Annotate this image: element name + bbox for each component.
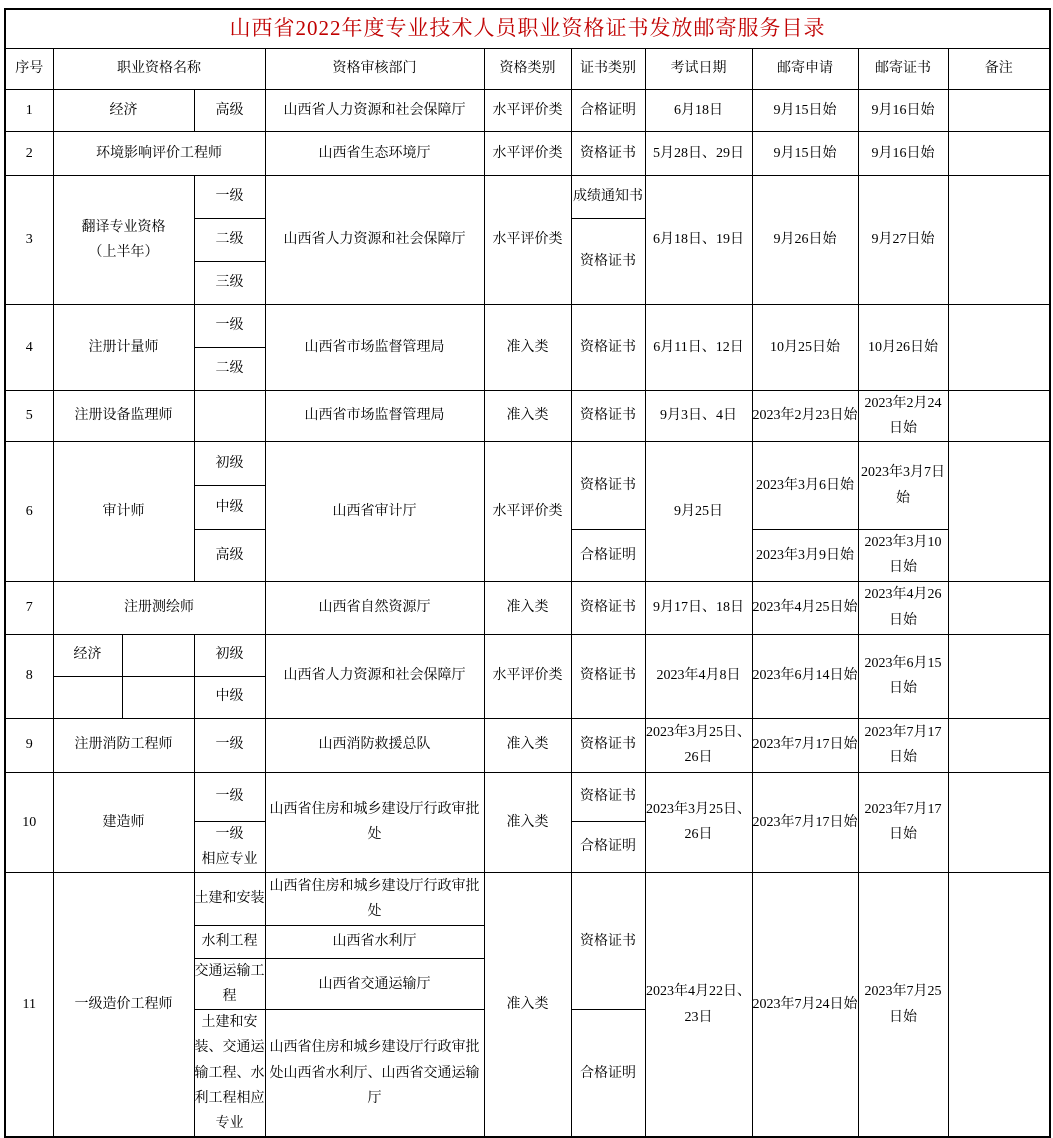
cell-level: 二级 xyxy=(194,347,265,390)
cell-mail-cert: 2023年7月25日始 xyxy=(858,872,948,1137)
cell-level: 二级 xyxy=(194,218,265,261)
cell-seq: 1 xyxy=(5,89,53,131)
cell-remark xyxy=(948,175,1050,304)
table-row xyxy=(5,390,1050,441)
cell-exam-date: 2023年4月8日 xyxy=(645,634,752,718)
cell-seq: 6 xyxy=(5,442,53,581)
level-line: 相应专业 xyxy=(201,851,258,867)
cell-name: 环境影响评价工程师 xyxy=(53,131,265,175)
cell-name: 一级造价工程师 xyxy=(53,872,194,1137)
cell-cert-type: 资格证书 xyxy=(571,772,645,821)
cell-level xyxy=(194,821,265,872)
cell-mail-apply: 2023年7月24日始 xyxy=(752,872,858,1137)
cell-remark xyxy=(948,390,1050,441)
cell-mail-cert: 2023年3月7日始 xyxy=(858,442,948,530)
cell-mail-cert: 2023年3月10日始 xyxy=(858,530,948,581)
cell-remark xyxy=(948,131,1050,175)
cell-dept: 山西省水利厅 xyxy=(265,925,484,958)
cell-cert-type: 资格证书 xyxy=(571,872,645,1009)
cell-mail-cert: 2023年7月17日始 xyxy=(858,772,948,872)
cell-mail-cert: 2023年7月17日始 xyxy=(858,718,948,772)
cell-exam-date: 5月28日、29日 xyxy=(645,131,752,175)
cell-level: 一级 xyxy=(194,718,265,772)
table-row xyxy=(5,581,1050,634)
table-row xyxy=(5,304,1050,347)
cell-mail-apply: 2023年3月6日始 xyxy=(752,442,858,530)
cell-cert-type: 合格证明 xyxy=(571,89,645,131)
cell-dept: 山西省审计厅 xyxy=(265,442,484,581)
cell-exam-date: 6月18日、19日 xyxy=(645,175,752,304)
cell-spec: 水利工程 xyxy=(194,925,265,958)
cell-name xyxy=(53,676,122,718)
cell-name: 审计师 xyxy=(53,442,194,581)
cell-mail-cert: 9月16日始 xyxy=(858,131,948,175)
cell-name: 注册计量师 xyxy=(53,304,194,390)
cell-level xyxy=(194,390,265,441)
table-row xyxy=(5,89,1050,131)
cell-cert-type: 资格证书 xyxy=(571,131,645,175)
name-line: 翻译专业资格 xyxy=(81,219,166,235)
table-row xyxy=(5,131,1050,175)
cell-mail-apply: 9月26日始 xyxy=(752,175,858,304)
cell-exam-date: 9月25日 xyxy=(645,442,752,581)
cell-exam-date: 2023年3月25日、26日 xyxy=(645,718,752,772)
cell-qual-type: 水平评价类 xyxy=(484,89,571,131)
cell-cert-type: 合格证明 xyxy=(571,821,645,872)
cell-level: 三级 xyxy=(194,261,265,304)
cell-qual-type: 水平评价类 xyxy=(484,442,571,581)
header-row xyxy=(5,48,1050,89)
cell-seq: 7 xyxy=(5,581,53,634)
table-row xyxy=(5,872,1050,925)
cell-dept: 山西省住房和城乡建设厅行政审批处 xyxy=(265,872,484,925)
cell-dept: 山西省生态环境厅 xyxy=(265,131,484,175)
col-header-mail-cert: 邮寄证书 xyxy=(858,48,948,89)
cell-qual-type: 准入类 xyxy=(484,772,571,872)
cell-name: 注册消防工程师 xyxy=(53,718,194,772)
table-row xyxy=(5,772,1050,821)
cell-dept: 山西省人力资源和社会保障厅 xyxy=(265,175,484,304)
cell-qual-type: 水平评价类 xyxy=(484,175,571,304)
cell-name: 经济 xyxy=(53,89,194,131)
cell-remark xyxy=(948,872,1050,1137)
cell-level: 初级 xyxy=(194,634,265,676)
cell-name: 建造师 xyxy=(53,772,194,872)
cell-seq: 10 xyxy=(5,772,53,872)
cell-cert-type: 合格证明 xyxy=(571,530,645,581)
cell-seq: 4 xyxy=(5,304,53,390)
cell-qual-type: 准入类 xyxy=(484,304,571,390)
cell-remark xyxy=(948,772,1050,872)
cell-exam-date: 9月3日、4日 xyxy=(645,390,752,441)
cell-mail-apply: 2023年7月17日始 xyxy=(752,772,858,872)
col-header-name: 职业资格名称 xyxy=(53,48,265,89)
cell-exam-date: 6月11日、12日 xyxy=(645,304,752,390)
cell-mail-apply: 2023年3月9日始 xyxy=(752,530,858,581)
page-title: 山西省2022年度专业技术人员职业资格证书发放邮寄服务目录 xyxy=(5,9,1050,48)
cell-mail-apply: 9月15日始 xyxy=(752,131,858,175)
cell-name xyxy=(53,175,194,304)
col-header-remark: 备注 xyxy=(948,48,1050,89)
cell-spec: 交通运输工程 xyxy=(194,958,265,1009)
cell-qual-type: 水平评价类 xyxy=(484,131,571,175)
cell-mail-cert: 9月27日始 xyxy=(858,175,948,304)
cell-cert-type: 资格证书 xyxy=(571,442,645,530)
cell-cert-type: 资格证书 xyxy=(571,634,645,718)
cell-remark xyxy=(948,634,1050,718)
cell-seq: 5 xyxy=(5,390,53,441)
cell-qual-type: 准入类 xyxy=(484,390,571,441)
cell-seq: 3 xyxy=(5,175,53,304)
cell-qual-type: 准入类 xyxy=(484,581,571,634)
cell-remark xyxy=(948,442,1050,581)
cell-name-sub xyxy=(122,676,194,718)
cell-level: 高级 xyxy=(194,89,265,131)
cell-dept: 山西省市场监督管理局 xyxy=(265,390,484,441)
cell-level: 一级 xyxy=(194,175,265,218)
table-row xyxy=(5,634,1050,676)
cell-mail-apply: 9月15日始 xyxy=(752,89,858,131)
cell-dept: 山西省人力资源和社会保障厅 xyxy=(265,89,484,131)
name-line: （上半年） xyxy=(88,244,159,260)
cell-level: 中级 xyxy=(194,486,265,530)
table-row xyxy=(5,718,1050,772)
col-header-exam-date: 考试日期 xyxy=(645,48,752,89)
cell-seq: 8 xyxy=(5,634,53,718)
cell-mail-cert: 2023年6月15日始 xyxy=(858,634,948,718)
table-row xyxy=(5,175,1050,218)
cell-remark xyxy=(948,89,1050,131)
cell-name: 经济 xyxy=(53,634,122,676)
cell-mail-apply: 2023年7月17日始 xyxy=(752,718,858,772)
cell-level: 高级 xyxy=(194,530,265,581)
cell-name: 注册设备监理师 xyxy=(53,390,194,441)
cell-seq: 9 xyxy=(5,718,53,772)
cell-seq: 11 xyxy=(5,872,53,1137)
cell-level: 一级 xyxy=(194,304,265,347)
cell-mail-cert: 10月26日始 xyxy=(858,304,948,390)
cell-mail-apply: 2023年4月25日始 xyxy=(752,581,858,634)
cell-dept: 山西省住房和城乡建设厅行政审批处山西省水利厅、山西省交通运输厅 xyxy=(265,1010,484,1137)
cell-dept: 山西省住房和城乡建设厅行政审批处 xyxy=(265,772,484,872)
cell-mail-apply: 2023年2月23日始 xyxy=(752,390,858,441)
cell-remark xyxy=(948,304,1050,390)
cell-dept: 山西省市场监督管理局 xyxy=(265,304,484,390)
cell-exam-date: 9月17日、18日 xyxy=(645,581,752,634)
col-header-seq: 序号 xyxy=(5,48,53,89)
cell-mail-cert: 9月16日始 xyxy=(858,89,948,131)
cell-seq: 2 xyxy=(5,131,53,175)
cell-cert-type: 资格证书 xyxy=(571,581,645,634)
cell-spec: 土建和安装、交通运输工程、水利工程相应专业 xyxy=(194,1010,265,1137)
cell-spec: 土建和安装 xyxy=(194,872,265,925)
cell-qual-type: 准入类 xyxy=(484,718,571,772)
table-row xyxy=(5,442,1050,486)
cell-cert-type: 资格证书 xyxy=(571,390,645,441)
cell-dept: 山西省交通运输厅 xyxy=(265,958,484,1009)
cell-cert-type: 资格证书 xyxy=(571,304,645,390)
cell-remark xyxy=(948,581,1050,634)
col-header-dept: 资格审核部门 xyxy=(265,48,484,89)
cell-level: 初级 xyxy=(194,442,265,486)
col-header-cert-type: 证书类别 xyxy=(571,48,645,89)
cell-cert-type: 合格证明 xyxy=(571,1010,645,1137)
cell-level: 一级 xyxy=(194,772,265,821)
cell-dept: 山西省人力资源和社会保障厅 xyxy=(265,634,484,718)
cell-cert-type: 成绩通知书 xyxy=(571,175,645,218)
cell-exam-date: 6月18日 xyxy=(645,89,752,131)
cell-cert-type: 资格证书 xyxy=(571,218,645,304)
cell-qual-type: 水平评价类 xyxy=(484,634,571,718)
title-row xyxy=(5,9,1050,48)
cell-qual-type: 准入类 xyxy=(484,872,571,1137)
level-line: 一级 xyxy=(215,826,244,842)
cell-mail-cert: 2023年4月26日始 xyxy=(858,581,948,634)
cell-cert-type: 资格证书 xyxy=(571,718,645,772)
cell-exam-date: 2023年4月22日、23日 xyxy=(645,872,752,1137)
cell-name-sub xyxy=(122,634,194,676)
service-directory-table xyxy=(4,8,1051,1138)
cell-level: 中级 xyxy=(194,676,265,718)
cell-dept: 山西省自然资源厅 xyxy=(265,581,484,634)
cell-mail-cert: 2023年2月24日始 xyxy=(858,390,948,441)
cell-mail-apply: 10月25日始 xyxy=(752,304,858,390)
col-header-mail-apply: 邮寄申请 xyxy=(752,48,858,89)
cell-remark xyxy=(948,718,1050,772)
cell-name: 注册测绘师 xyxy=(53,581,265,634)
cell-mail-apply: 2023年6月14日始 xyxy=(752,634,858,718)
cell-exam-date: 2023年3月25日、26日 xyxy=(645,772,752,872)
cell-dept: 山西消防救援总队 xyxy=(265,718,484,772)
col-header-qual-type: 资格类别 xyxy=(484,48,571,89)
